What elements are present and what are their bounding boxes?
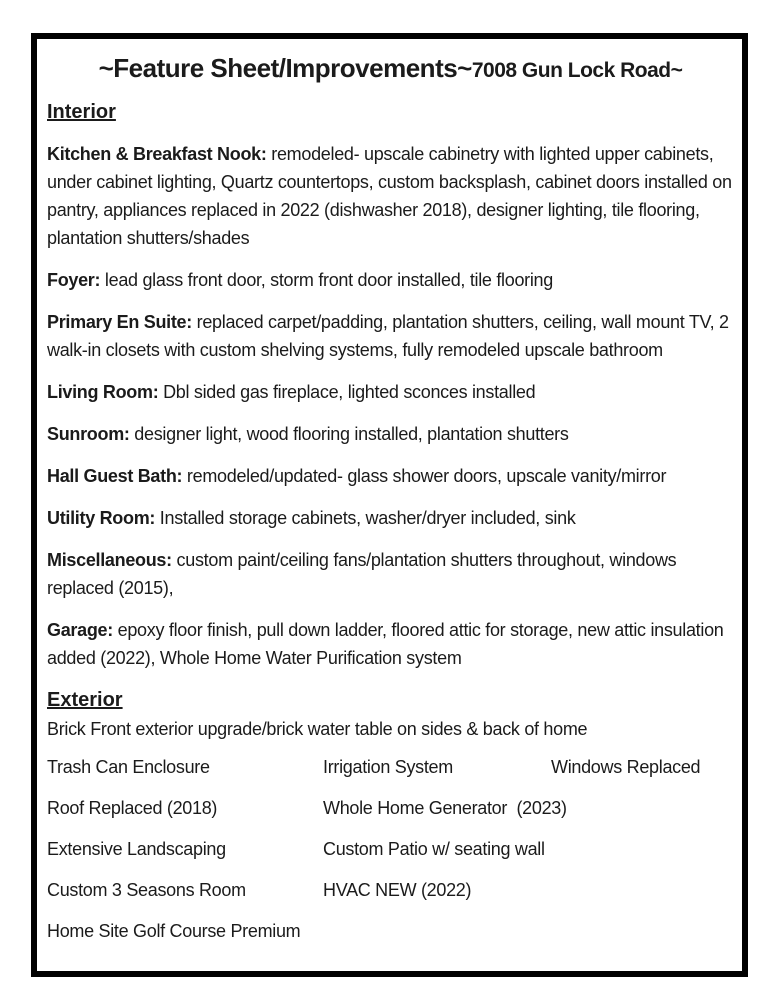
item-label: Living Room: [47, 382, 159, 402]
section-heading-interior: Interior [47, 101, 116, 123]
item-text: remodeled/updated- glass shower doors, upscale vanity/mirror [182, 466, 667, 486]
exterior-feature: Custom Patio w/ seating wall [323, 839, 545, 859]
item-text: Installed storage cabinets, washer/dryer included, sink [155, 508, 576, 528]
exterior-feature: Windows Replaced [551, 757, 701, 777]
feature-sheet-page [31, 33, 748, 977]
item-text: designer light, wood flooring installed, plantation shutters [129, 424, 569, 444]
interior-item-utility-room [47, 504, 734, 532]
exterior-feature: Trash Can Enclosure [47, 757, 210, 777]
item-label: Hall Guest Bath: [47, 466, 183, 486]
item-label: Utility Room: [47, 508, 156, 528]
exterior-feature: Custom 3 Seasons Room [47, 880, 246, 900]
item-text: custom paint/ceiling fans/plantation shutters throughout, windows replaced (2015), [47, 550, 682, 598]
exterior-feature [551, 917, 734, 945]
exterior-feature: Home Site Golf Course Premium [47, 921, 301, 941]
interior-item-miscellaneous [47, 546, 734, 602]
item-label: Primary En Suite: [47, 312, 192, 332]
exterior-row [47, 876, 734, 904]
interior-item-garage [47, 616, 734, 672]
item-text: epoxy floor finish, pull down ladder, floored attic for storage, new attic insulation added (2022), Whole Home Water Purification system [47, 620, 729, 668]
item-text: remodeled- upscale cabinetry with lighted upper cabinets, under cabinet lighting, Quartz countertops, custom backsplash, cabinet doors installed on pantry, appliances replaced in 2022 (dishwasher 2018), designer lighting, tile flooring, plantation shutters/shades [47, 144, 737, 248]
item-label: Miscellaneous: [47, 550, 172, 570]
item-label: Foyer: [47, 270, 101, 290]
item-text: Dbl sided gas fireplace, lighted sconces installed [158, 382, 536, 402]
item-label: Sunroom: [47, 424, 130, 444]
item-text: replaced carpet/padding, plantation shutters, ceiling, wall mount TV, 2 walk-in closets with custom shelving systems, fully remodeled upscale bathroom [47, 312, 734, 360]
interior-item-living-room [47, 378, 734, 406]
exterior-feature [323, 917, 551, 945]
page-title [47, 53, 734, 84]
page-title-address: 7008 Gun Lock Road~ [471, 59, 683, 82]
item-label: Garage: [47, 620, 113, 640]
section-heading-exterior: Exterior [47, 689, 123, 711]
exterior-feature: Extensive Landscaping [47, 839, 226, 859]
exterior-intro: Brick Front exterior upgrade/brick water table on sides & back of home [47, 719, 588, 739]
exterior-row [47, 753, 734, 781]
exterior-feature: Whole Home Generator (2023) [323, 798, 567, 818]
interior-item-sunroom [47, 420, 734, 448]
item-text: lead glass front door, storm front door installed, tile flooring [100, 270, 553, 290]
exterior-row [47, 917, 734, 945]
exterior-feature: HVAC NEW (2022) [323, 880, 472, 900]
item-label: Kitchen & Breakfast Nook: [47, 144, 267, 164]
page-title-main: ~Feature Sheet/Improvements~ [98, 53, 472, 83]
interior-item-hall-guest-bath [47, 462, 734, 490]
exterior-row [47, 794, 734, 822]
interior-item-kitchen [47, 140, 737, 252]
interior-item-primary-en-suite [47, 308, 734, 364]
exterior-feature [551, 876, 734, 904]
exterior-feature: Irrigation System [323, 757, 453, 777]
exterior-feature [551, 835, 734, 863]
exterior-feature: Roof Replaced (2018) [47, 798, 218, 818]
exterior-feature [551, 794, 734, 822]
exterior-row [47, 835, 734, 863]
interior-item-foyer [47, 266, 734, 294]
